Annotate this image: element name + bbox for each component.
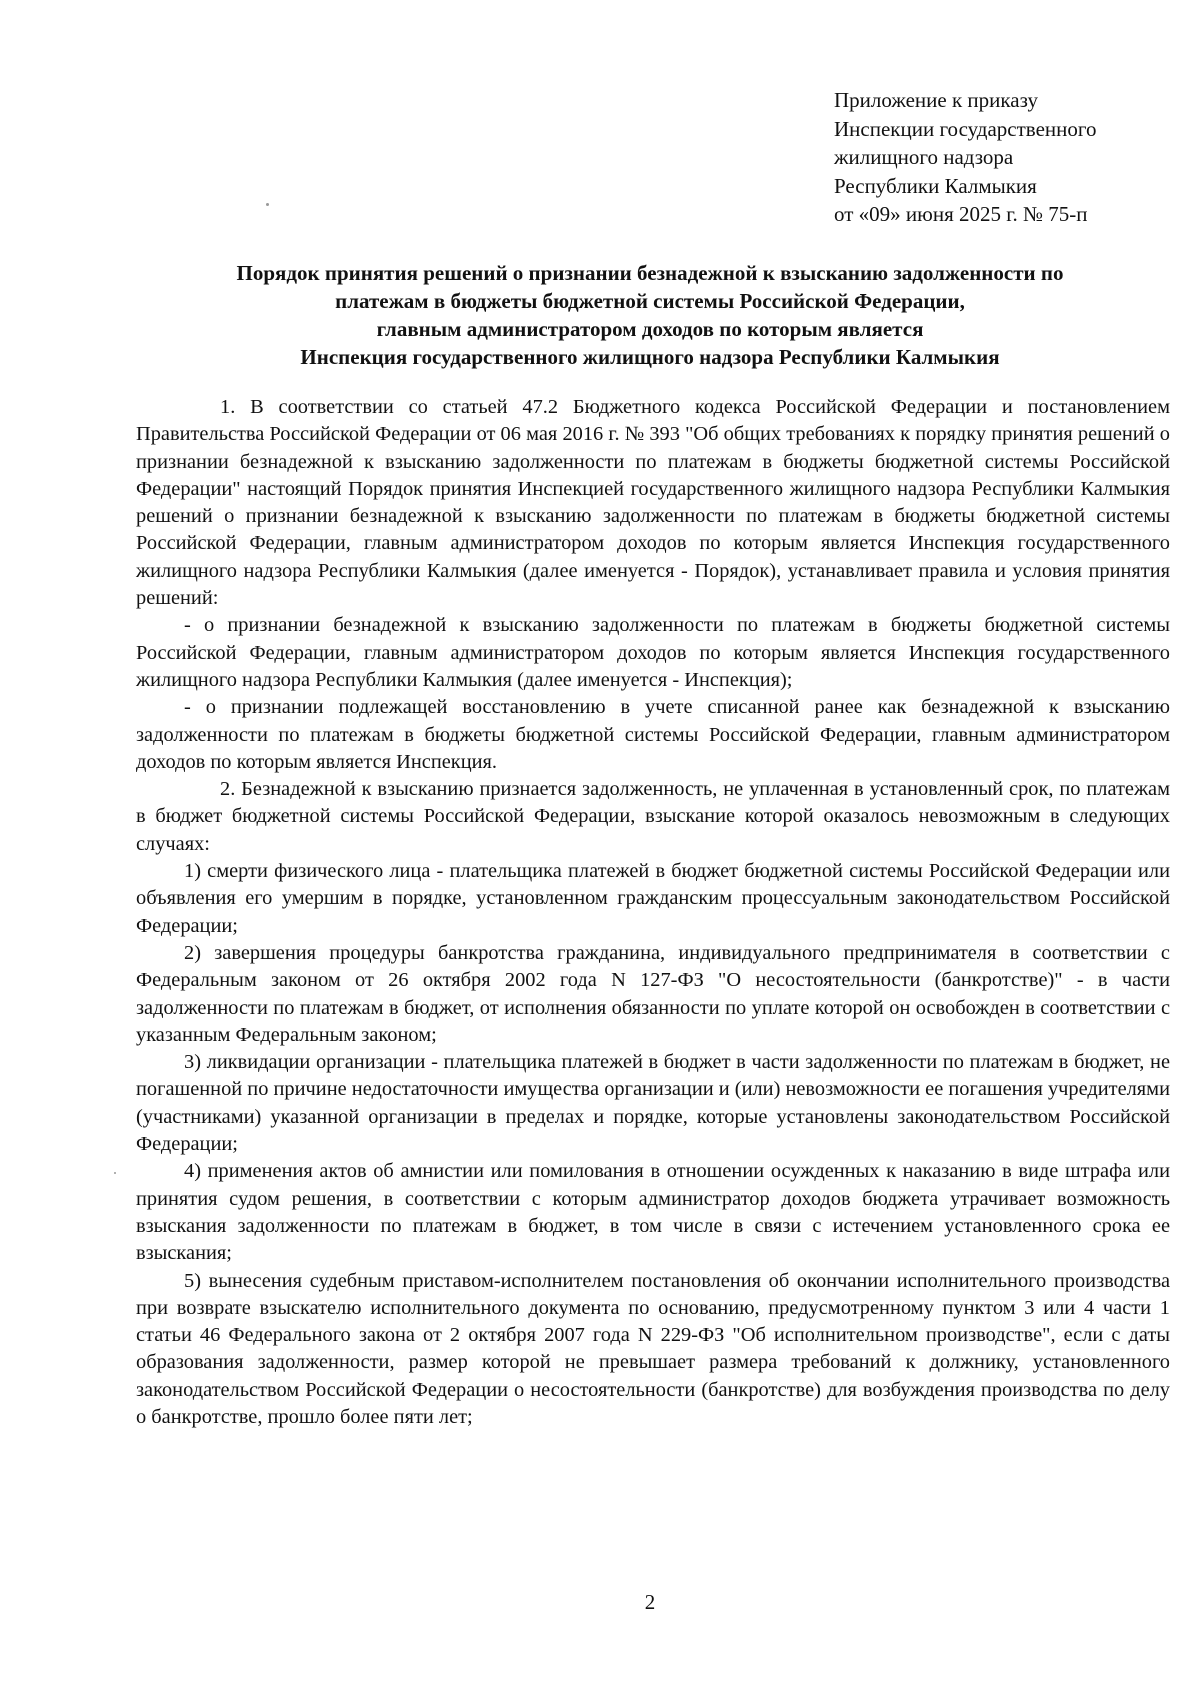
paragraph-1-item-b: - о признании подлежащей восстановлению в учете списанной ранее как безнадежной к взысканию задолженности по платежам в бюджеты бюджетной системы Российской Федерации, главным администратором доходов по которым является Инспекция. (136, 696, 1170, 773)
paragraph-1: 1. В соответствии со статьей 47.2 Бюджетного кодекса Российской Федерации и постановлением Правительства Российской Федерации от 06 мая 2016 г. № 393 "Об общих требованиях к порядку принятия решений о признании безнадежной к взысканию задолженности по платежам в бюджеты бюджетной системы Российской Федерации" настоящий Порядок принятия Инспекцией государственного жилищного надзора Республики Калмыкия решений о признании безнадежной к взысканию задолженности по платежам в бюджеты бюджетной системы Российской Федерации, главным администратором доходов по которым является Инспекция государственного жилищного надзора Республики Калмыкия (далее именуется - Порядок), устанавливает правила и условия принятия решений: (136, 396, 1170, 610)
scan-speck (114, 1172, 116, 1174)
document-title (120, 259, 1180, 371)
title-line: Инспекция государственного жилищного надзора Республики Калмыкия (300, 345, 1000, 369)
appendix-line: Республики Калмыкия (834, 173, 1037, 198)
page-number: 2 (644, 1590, 656, 1614)
appendix-line: Приложение к приказу (834, 88, 1038, 112)
case-2: 2) завершения процедуры банкротства гражданина, индивидуального предпринимателя в соответствии с Федеральным законом от 26 октября 2002 года N 127-ФЗ "О несостоятельности (банкротстве)" - в части задолженности по платежам в бюджет, от исполнения обязанности по уплате которой он освобожден в соответствии с указанным Федеральным законом; (136, 941, 1170, 1046)
document-body (136, 394, 1170, 1431)
paragraph-2: 2. Безнадежной к взысканию признается задолженность, не уплаченная в установленный срок, по платежам в бюджет бюджетной системы Российской Федерации, взыскание которой оказалось невозможным в следующих случаях: (136, 778, 1170, 855)
appendix-order-date: от «09» июня 2025 г. № 75-п (834, 202, 1088, 226)
paragraph-1-item-a: - о признании безнадежной к взысканию задолженности по платежам в бюджеты бюджетной системы Российской Федерации, главным администратором доходов по которым является Инспекция государственного жилищного надзора Республики Калмыкия (далее именуется - Инспекция); (136, 614, 1170, 691)
case-4: 4) применения актов об амнистии или помилования в отношении осужденных к наказанию в виде штрафа или принятия судом решения, в соответствии с которым администратор доходов бюджета утрачивает возможность взыскания задолженности по платежам в бюджет, в том числе в связи с истечением установленного срока ее взыскания; (136, 1160, 1170, 1265)
case-1: 1) смерти физического лица - плательщика платежей в бюджет бюджетной системы Российской Федерации или объявления его умершим в порядке, установленном гражданским процессуальным законодательством Российской Федерации; (136, 860, 1170, 937)
case-5: 5) вынесения судебным приставом-исполнителем постановления об окончании исполнительного производства при возврате взыскателю исполнительного документа по основанию, предусмотренному пунктом 3 или 4 части 1 статьи 46 Федерального закона от 2 октября 2007 года N 229-ФЗ "Об исполнительном производстве", если с даты образования задолженности, размер которой не превышает размера требований к должнику, установленного законодательством Российской Федерации о несостоятельности (банкротстве) для возбуждения производства по делу о банкротстве, прошло более пяти лет; (136, 1269, 1170, 1428)
scan-speck (266, 203, 269, 206)
appendix-line: Инспекции государственного (834, 116, 1097, 141)
case-3: 3) ликвидации организации - плательщика платежей в бюджет в части задолженности по платежам в бюджет, не погашенной по причине недостаточности имущества организации и (или) невозможности ее погашения учредителями (участниками) указанной организации в пределах и порядке, которые установлены законодательством Российской Федерации; (136, 1051, 1170, 1156)
title-line: Порядок принятия решений о признании безнадежной к взысканию задолженности по (236, 261, 1064, 285)
title-line: платежам в бюджеты бюджетной системы Российской Федерации, (335, 289, 965, 313)
appendix-line: жилищного надзора (834, 145, 1014, 169)
title-line: главным администратором доходов по которым является (376, 317, 924, 341)
appendix-header (834, 86, 1174, 229)
